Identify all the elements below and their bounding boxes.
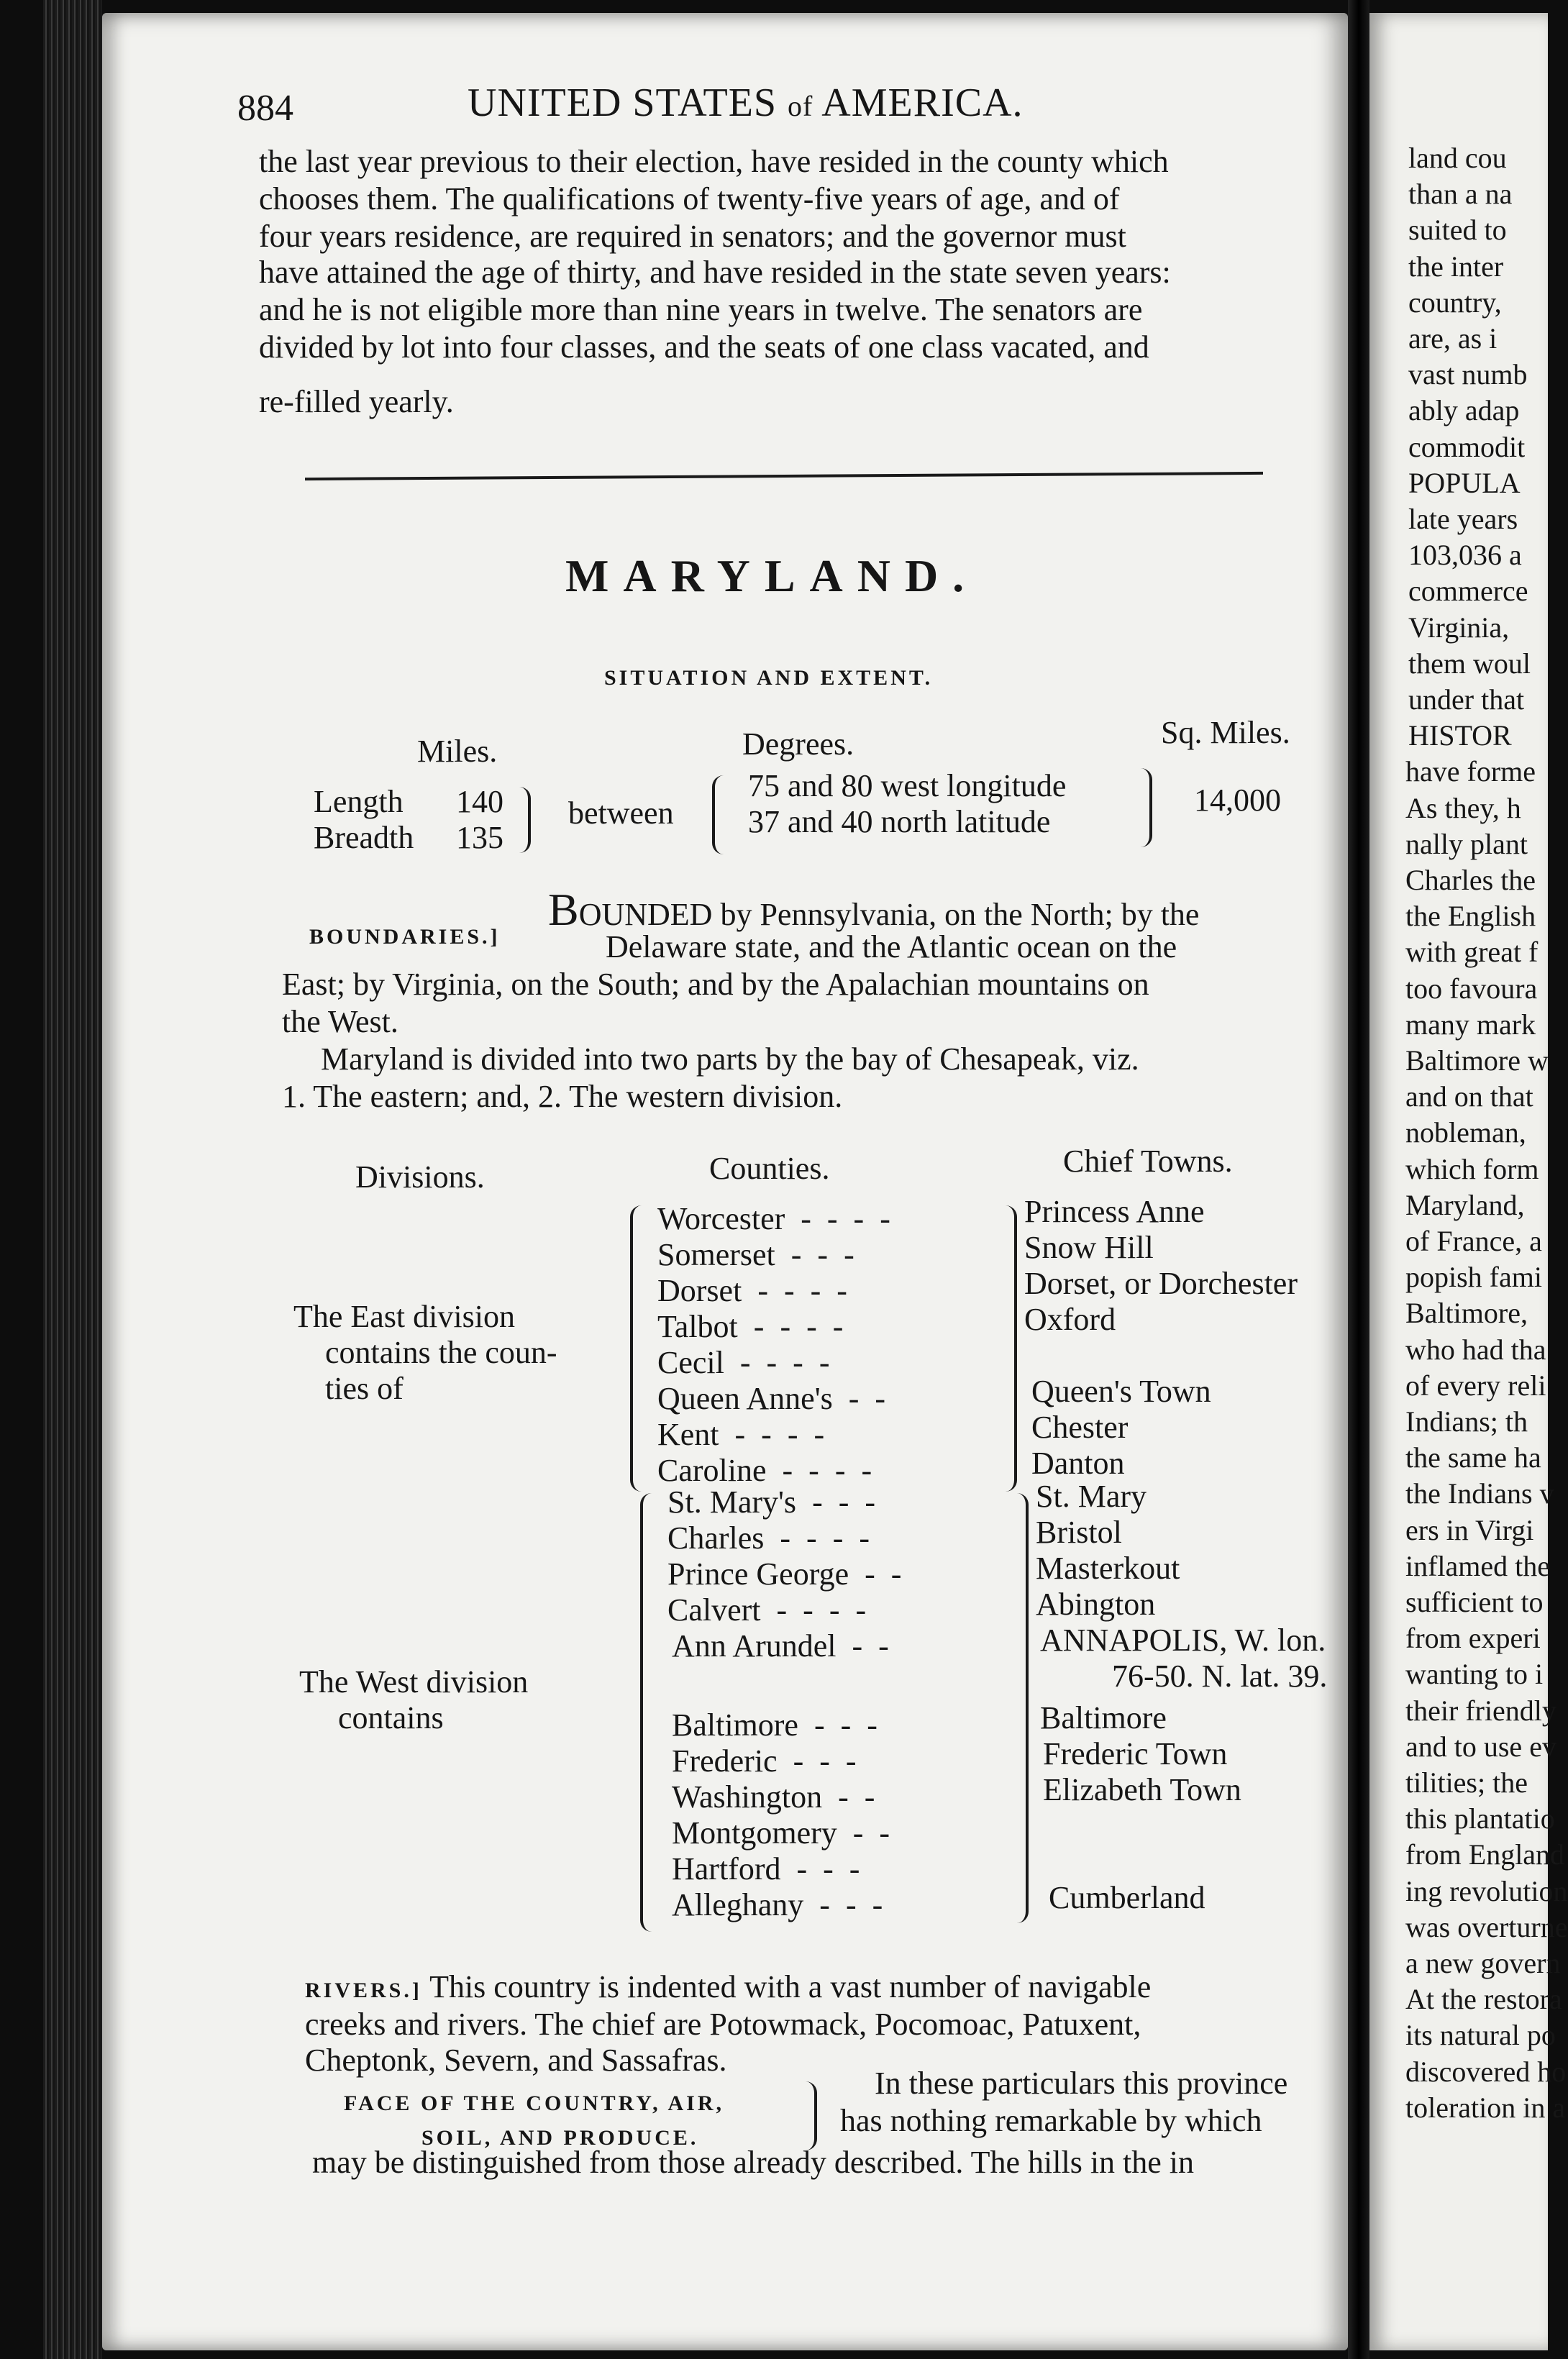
face-line-2: has nothing remarkable by which xyxy=(840,2103,1262,2138)
west-town-12: Cumberland xyxy=(1049,1880,1205,1915)
right-page-line: inflamed the xyxy=(1405,1549,1551,1582)
east-county-2: Somerset - - - xyxy=(657,1237,854,1272)
west-counties-brace xyxy=(640,1493,660,1932)
boundaries-line-1: BOUNDED by Pennsylvania, on the North; by the xyxy=(548,884,1200,935)
right-page-line: this plantatio xyxy=(1405,1802,1555,1835)
east-counties-brace xyxy=(630,1205,650,1492)
west-town-7: Baltimore xyxy=(1040,1700,1167,1735)
right-page-line: ably adap xyxy=(1408,394,1520,427)
right-page-line: have forme xyxy=(1405,755,1536,788)
west-county-10: Montgomery - - xyxy=(672,1815,890,1851)
east-county-4: Talbot - - - - xyxy=(657,1309,844,1344)
intro-line-6: divided by lot into four classes, and the seats of one class vacated, and xyxy=(259,329,1149,365)
col-miles: Miles. xyxy=(417,734,498,769)
east-town-4: Oxford xyxy=(1024,1302,1116,1337)
west-town-1: St. Mary xyxy=(1036,1479,1147,1514)
right-page-line: Baltimore, xyxy=(1405,1297,1528,1330)
right-page-line: vast numb xyxy=(1408,358,1528,391)
east-county-7: Kent - - - - xyxy=(657,1417,825,1452)
right-page-line: a new govern xyxy=(1405,1947,1561,1979)
face-line-1: In these particulars this province xyxy=(875,2066,1288,2101)
west-county-3: Prince George - - xyxy=(667,1556,902,1592)
right-page-line: commerce xyxy=(1408,575,1528,608)
right-page-line: land cou xyxy=(1408,142,1507,174)
right-page-line: from experi xyxy=(1405,1622,1541,1655)
right-page-line: of every reli xyxy=(1405,1369,1546,1402)
right-page-line: At the restora xyxy=(1405,1983,1562,2016)
col-counties: Counties. xyxy=(709,1151,830,1186)
west-county-12: Alleghany - - - xyxy=(672,1887,883,1922)
right-page-line: was overturne xyxy=(1405,1910,1568,1943)
west-town-5: ANNAPOLIS, W. lon. xyxy=(1040,1623,1326,1658)
right-page-line: Charles the xyxy=(1405,864,1536,896)
boundaries-line-6: 1. The eastern; and, 2. The western division. xyxy=(282,1079,843,1114)
east-county-5: Cecil - - - - xyxy=(657,1345,830,1380)
degrees-line-2: 37 and 40 north latitude xyxy=(748,804,1051,839)
west-division-label-2: contains xyxy=(338,1700,444,1735)
right-page-line: 103,036 a xyxy=(1408,539,1522,572)
between-label: between xyxy=(568,795,674,831)
west-county-4: Calvert - - - - xyxy=(667,1592,867,1628)
east-division-label-3: ties of xyxy=(325,1371,404,1406)
intro-line-4: have attained the age of thirty, and have resided in the state seven years: xyxy=(259,255,1171,290)
length-value: 140 xyxy=(456,784,503,819)
boundaries-line-4: the West. xyxy=(282,1004,398,1039)
rivers-paragraph-line-1: RIVERS.] This country is indented with a vast number of navigable xyxy=(305,1969,1152,2004)
east-county-6: Queen Anne's - - xyxy=(657,1381,886,1416)
right-page-line: tilities; the xyxy=(1405,1766,1528,1799)
right-page-line: Baltimore w xyxy=(1405,1044,1549,1077)
right-page-line: nobleman, xyxy=(1405,1116,1526,1149)
right-page-line: discovered ho xyxy=(1405,2055,1567,2088)
boundaries-line-5: Maryland is divided into two parts by the bay of Chesapeak, viz. xyxy=(321,1041,1139,1077)
east-town-2: Snow Hill xyxy=(1024,1230,1154,1265)
extent-brace-3 xyxy=(1134,768,1152,847)
right-page-line: too favoura xyxy=(1405,972,1538,1005)
west-town-8: Frederic Town xyxy=(1043,1736,1228,1771)
face-line-3: may be distinguished from those already described. The hills in the in xyxy=(312,2145,1195,2180)
east-town-1: Princess Anne xyxy=(1024,1194,1205,1229)
east-county-3: Dorset - - - - xyxy=(657,1273,847,1308)
west-county-2: Charles - - - - xyxy=(667,1520,870,1556)
boundaries-line-3: East; by Virginia, on the South; and by the Apalachian mountains on xyxy=(282,967,1149,1002)
right-page-line: with great f xyxy=(1405,936,1539,969)
book-page-edges xyxy=(43,0,102,2359)
col-sq-miles: Sq. Miles. xyxy=(1161,715,1290,750)
extent-brace-2 xyxy=(712,775,731,854)
east-town-7: Chester xyxy=(1031,1410,1129,1445)
right-page-line: which form xyxy=(1405,1152,1539,1185)
right-page-line: late years xyxy=(1408,503,1518,535)
sq-miles-value: 14,000 xyxy=(1194,782,1281,818)
right-page-text xyxy=(1405,141,1568,2176)
section-subtitle: SITUATION AND EXTENT. xyxy=(604,666,934,690)
right-page-line: many mark xyxy=(1405,1008,1536,1041)
right-page-line: than a na xyxy=(1408,178,1513,211)
right-page-line: sufficient to xyxy=(1405,1586,1544,1618)
face-label-2: SOIL, AND PRODUCE. xyxy=(421,2126,699,2150)
right-page-line: Indians; th xyxy=(1405,1405,1528,1438)
right-page-line: commodit xyxy=(1408,430,1526,463)
east-division-label-1: The East division xyxy=(293,1299,515,1334)
right-page-line: the inter xyxy=(1408,250,1504,283)
west-county-7: Baltimore - - - xyxy=(672,1707,878,1743)
right-page-line: under that xyxy=(1408,683,1525,716)
right-page-line: Maryland, xyxy=(1405,1188,1525,1221)
right-page-line: their friendly xyxy=(1405,1694,1556,1727)
west-county-1: St. Mary's - - - xyxy=(667,1484,876,1520)
east-town-6: Queen's Town xyxy=(1031,1374,1211,1409)
breadth-value: 135 xyxy=(456,820,503,855)
east-towns-brace xyxy=(997,1205,1017,1492)
right-page-line: As they, h xyxy=(1405,791,1521,824)
right-page-line: are, as i xyxy=(1408,322,1498,355)
west-division-label-1: The West division xyxy=(299,1664,529,1699)
page-number: 884 xyxy=(237,88,293,129)
right-page-line: nally plant xyxy=(1405,827,1528,860)
col-chief-towns: Chief Towns. xyxy=(1063,1144,1233,1179)
west-county-8: Frederic - - - xyxy=(672,1743,857,1779)
east-county-1: Worcester - - - - xyxy=(657,1201,890,1236)
boundaries-label: BOUNDARIES.] xyxy=(309,925,501,949)
rivers-paragraph-line-2: creeks and rivers. The chief are Potowmack, Pocomoac, Patuxent, xyxy=(305,2007,1141,2042)
section-title: MARYLAND. xyxy=(565,550,979,601)
right-page-line: the same ha xyxy=(1405,1441,1541,1474)
intro-line-2: chooses them. The qualifications of twenty-five years of age, and of xyxy=(259,181,1120,216)
west-town-9: Elizabeth Town xyxy=(1043,1772,1241,1807)
rivers-paragraph-line-3: Cheptonk, Severn, and Sassafras. xyxy=(305,2043,727,2078)
intro-line-1: the last year previous to their election, have resided in the county which xyxy=(259,144,1169,179)
east-town-3: Dorset, or Dorchester xyxy=(1024,1266,1298,1301)
right-page-line: wanting to i xyxy=(1405,1658,1544,1691)
intro-line-3: four years residence, are required in senators; and the governor must xyxy=(259,219,1126,254)
right-page-line: ing revolution xyxy=(1405,1874,1568,1907)
running-title: UNITED STATES of AMERICA. xyxy=(468,81,1024,125)
right-page-line: Virginia, xyxy=(1408,611,1510,644)
degrees-line-1: 75 and 80 west longitude xyxy=(748,768,1067,803)
face-label-1: FACE OF THE COUNTRY, AIR, xyxy=(344,2091,725,2115)
east-town-8: Danton xyxy=(1031,1446,1125,1481)
west-towns-brace xyxy=(1008,1493,1029,1923)
right-page-line: them woul xyxy=(1408,647,1531,680)
right-page-line: and on that xyxy=(1405,1080,1533,1113)
boundaries-line-2: Delaware state, and the Atlantic ocean on the xyxy=(606,929,1177,964)
book-gutter xyxy=(1348,0,1369,2359)
right-page-line: toleration in a xyxy=(1405,2091,1566,2124)
face-brace xyxy=(800,2081,817,2150)
west-county-11: Hartford - - - xyxy=(672,1851,860,1886)
col-divisions: Divisions. xyxy=(355,1159,485,1195)
intro-line-5: and he is not eligible more than nine years in twelve. The senators are xyxy=(259,292,1143,327)
right-page-line: from England xyxy=(1405,1838,1565,1871)
extent-brace-1 xyxy=(512,787,531,853)
right-page-line: and to use ev xyxy=(1405,1730,1556,1763)
right-page-line: country, xyxy=(1408,286,1502,319)
right-page-line: POPULA xyxy=(1408,466,1521,499)
right-page-line: popish fami xyxy=(1405,1261,1542,1294)
west-county-9: Washington - - xyxy=(672,1779,875,1815)
west-town-6: 76-50. N. lat. 39. xyxy=(1112,1658,1328,1694)
right-page-line: its natural po xyxy=(1405,2019,1556,2052)
right-page-line: of France, a xyxy=(1405,1225,1542,1257)
west-town-3: Masterkout xyxy=(1036,1551,1180,1586)
west-town-4: Abington xyxy=(1036,1587,1156,1622)
length-label: Length xyxy=(314,784,404,819)
breadth-label: Breadth xyxy=(314,820,414,855)
east-division-label-2: contains the coun- xyxy=(325,1335,557,1370)
right-page-line: who had tha xyxy=(1405,1333,1546,1366)
right-page-line: ers in Virgi xyxy=(1405,1513,1534,1546)
right-page-line: the Indians v xyxy=(1405,1477,1554,1510)
intro-line-7: re-filled yearly. xyxy=(259,384,454,419)
west-county-5: Ann Arundel - - xyxy=(672,1628,889,1664)
right-page-line: suited to xyxy=(1408,214,1507,247)
west-town-2: Bristol xyxy=(1036,1515,1122,1550)
col-degrees: Degrees. xyxy=(742,726,854,762)
right-page-line: HISTOR xyxy=(1408,719,1512,752)
right-page-line: the English xyxy=(1405,900,1536,933)
east-county-8: Caroline - - - - xyxy=(657,1453,872,1488)
